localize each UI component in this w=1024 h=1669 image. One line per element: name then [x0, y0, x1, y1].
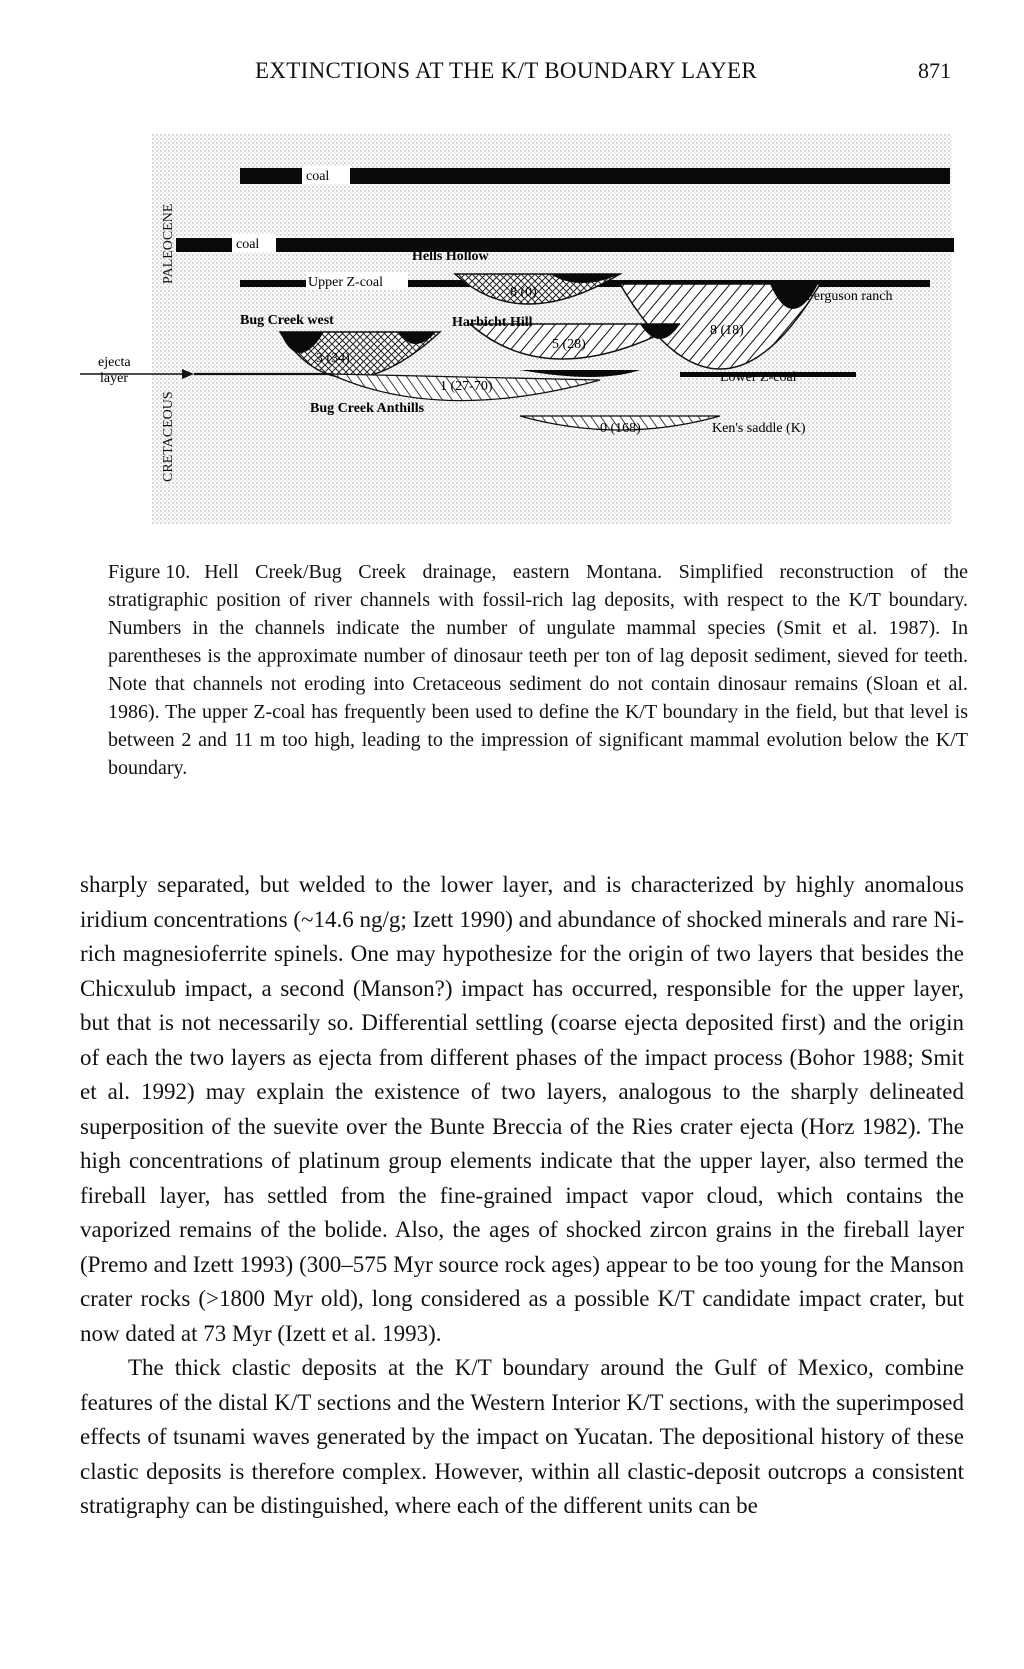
coal-label-second: coal [236, 237, 260, 252]
figure-10 [80, 134, 980, 534]
page-number: 871 [918, 58, 951, 83]
ferguson-ranch-values: 8 (18) [710, 323, 744, 338]
bug-creek-west-label: Bug Creek west [240, 313, 334, 328]
hells-hollow-values: 8 (0) [510, 285, 537, 300]
upper-z-coal-label: Upper Z-coal [308, 275, 384, 290]
stratigraphy-diagram [80, 134, 980, 534]
kens-saddle-label: Ken's saddle (K) [712, 421, 806, 436]
bug-creek-anthills-values: 1 (27-70) [440, 379, 493, 394]
kens-saddle-values: 0 (168) [600, 421, 641, 436]
figure-caption [108, 558, 968, 782]
harbicht-hill-label: Harbicht Hill [452, 315, 533, 330]
bug-creek-west-values: 3 (34) [316, 351, 350, 366]
coal-bar-second [176, 238, 954, 252]
harbicht-hill-values: 5 (28) [552, 337, 586, 352]
ejecta-label-2: layer [100, 371, 128, 386]
caption-text: Hell Creek/Bug Creek drainage, eastern Montana. Simplified reconstruction of the stratigraphic position of river channels with fossil-rich lag deposits, with respect to the K/T boundary. Numbers in the channels indicate the number of ungulate mammal species (Smit et al. 1987). In parentheses is the approximate number of dinosaur teeth per ton of lag deposit sediment, sieved for teeth. Note that channels not eroding into Cretaceous sediment do not contain dinosaur remains (Sloan et al. 1986). The upper Z-coal has frequently been used to define the K/T boundary in the field, but that level is between 2 and 11 m too high, leading to the impression of significant mammal evolution below the K/T boundary. [108, 561, 968, 779]
cretaceous-label: CRETACEOUS [161, 391, 176, 482]
running-title: EXTINCTIONS AT THE K/T BOUNDARY LAYER [255, 58, 758, 83]
paleocene-label: PALEOCENE [161, 203, 176, 284]
hells-hollow-label: Hells Hollow [412, 249, 489, 264]
body-text [80, 868, 964, 1524]
lower-z-coal-label: Lower Z-coal [720, 370, 797, 385]
body-paragraph-1: sharply separated, but welded to the lower layer, and is characterized by highly anomalous iridium concentrations (~14.6 ng/g; Izett 1990) and abundance of shocked minerals and rare Ni-rich magnesioferrite spinels. One may hypothesize for the origin of two layers that besides the Chicxulub impact, a second (Manson?) impact has occurred, responsible for the upper layer, but that is not necessarily so. Differential settling (coarse ejecta deposited first) and the origin of each the two layers as ejecta from different phases of the impact process (Bohor 1988; Smit et al. 1992) may explain the existence of two layers, analogous to the sharply delineated superposition of the suevite over the Bunte Breccia of the Ries crater ejecta (Horz 1982). The high concentrations of platinum group elements indicate that the upper layer, also termed the fireball layer, has settled from the fine-grained impact vapor cloud, which contains the vaporized remains of the bolide. Also, the ages of shocked zircon grains in the fireball layer (Premo and Izett 1993) (300–575 Myr source rock ages) appear to be too young for the Manson crater rocks (>1800 Myr old), long considered as a possible K/T candidate impact crater, but now dated at 73 Myr (Izett et al. 1993). [80, 872, 964, 1346]
bug-creek-anthills-label: Bug Creek Anthills [310, 401, 425, 416]
caption-figure-label: Figure 10. [108, 561, 191, 583]
ferguson-ranch-label: Ferguson ranch [806, 289, 893, 304]
ejecta-label-1: ejecta [98, 355, 131, 370]
coal-label-top: coal [306, 169, 330, 184]
body-paragraph-2: The thick clastic deposits at the K/T boundary around the Gulf of Mexico, combine features of the distal K/T sections and the Western Interior K/T sections, with the superimposed effects of tsunami waves generated by the impact on Yucatan. The depositional history of these clastic deposits is therefore complex. However, within all clastic-deposit outcrops a consistent stratigraphy can be distinguished, where each of the different units can be [80, 1355, 964, 1518]
page-header [0, 58, 1024, 92]
